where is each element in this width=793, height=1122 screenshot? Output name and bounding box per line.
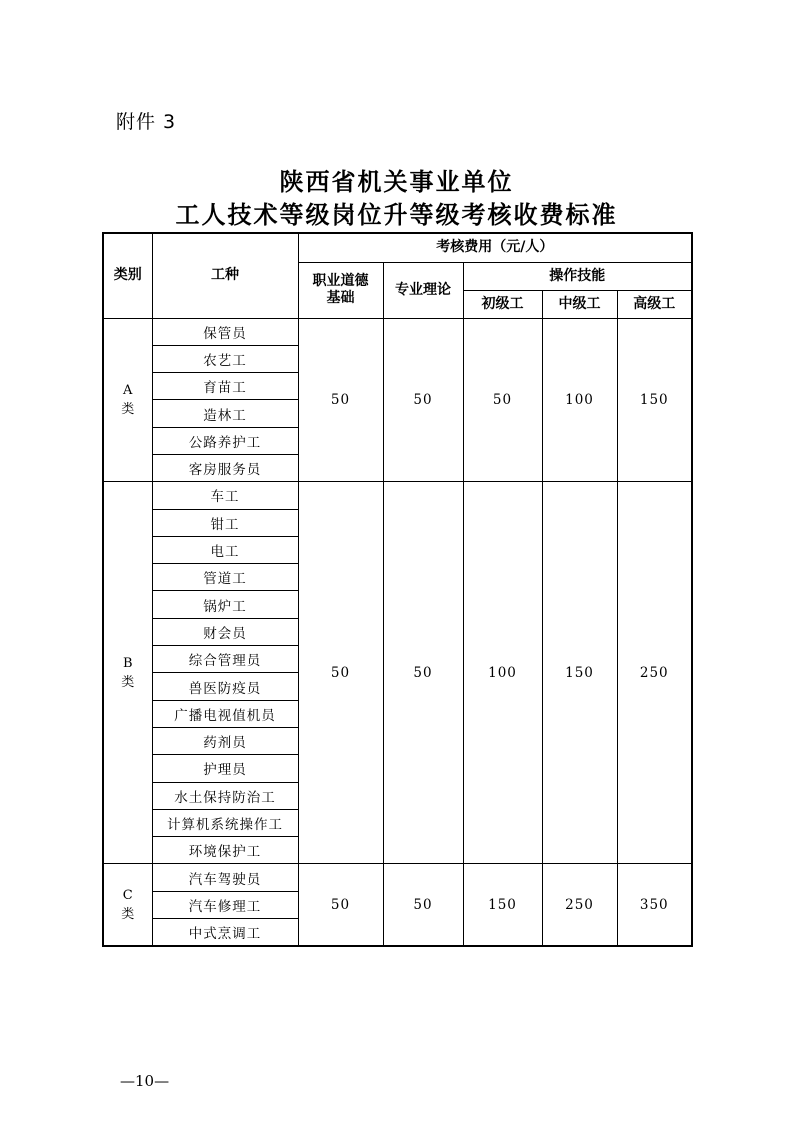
work-type-cell: 公路养护工 bbox=[152, 427, 298, 454]
table-row bbox=[103, 482, 692, 509]
junior-fee: 150 bbox=[463, 864, 542, 946]
work-type-cell: 水土保持防治工 bbox=[152, 782, 298, 809]
table-row bbox=[103, 318, 692, 345]
ethics-header bbox=[298, 262, 383, 318]
intermediate-fee: 100 bbox=[542, 318, 617, 482]
work-type-cell: 农艺工 bbox=[152, 345, 298, 372]
work-type-cell: 中式烹调工 bbox=[152, 919, 298, 947]
work-type-cell: 汽车驾驶员 bbox=[152, 864, 298, 891]
fee-group-header: 考核费用（元/人） bbox=[298, 233, 692, 262]
category-cell bbox=[103, 482, 152, 864]
work-type-cell: 广播电视值机员 bbox=[152, 700, 298, 727]
theory-fee: 50 bbox=[383, 864, 463, 946]
category-cell bbox=[103, 318, 152, 482]
work-type-cell: 保管员 bbox=[152, 318, 298, 345]
skills-header: 操作技能 bbox=[463, 262, 692, 290]
junior-fee: 50 bbox=[463, 318, 542, 482]
category-suffix: 类 bbox=[121, 906, 135, 922]
work-type-cell: 兽医防疫员 bbox=[152, 673, 298, 700]
work-type-cell: 综合管理员 bbox=[152, 646, 298, 673]
work-type-cell: 客房服务员 bbox=[152, 454, 298, 481]
document-title-line2: 工人技术等级岗位升等级考核收费标准 bbox=[175, 200, 618, 229]
work-type-cell: 财会员 bbox=[152, 618, 298, 645]
work-type-cell: 锅炉工 bbox=[152, 591, 298, 618]
category-header: 类别 bbox=[103, 233, 152, 318]
theory-fee: 50 bbox=[383, 318, 463, 482]
document-title-line1: 陕西省机关事业单位 bbox=[279, 167, 514, 196]
work-type-cell: 电工 bbox=[152, 536, 298, 563]
senior-fee: 150 bbox=[617, 318, 692, 482]
ethics-fee: 50 bbox=[298, 864, 383, 946]
fee-standard-table bbox=[102, 232, 693, 947]
intermediate-fee: 150 bbox=[542, 482, 617, 864]
category-letter: B bbox=[122, 655, 133, 671]
ethics-fee: 50 bbox=[298, 482, 383, 864]
work-type-cell: 管道工 bbox=[152, 564, 298, 591]
theory-fee: 50 bbox=[383, 482, 463, 864]
table-row bbox=[103, 864, 692, 891]
category-suffix: 类 bbox=[121, 401, 135, 417]
category-cell bbox=[103, 864, 152, 946]
ethics-fee: 50 bbox=[298, 318, 383, 482]
senior-header: 高级工 bbox=[617, 290, 692, 318]
work-type-cell: 育苗工 bbox=[152, 373, 298, 400]
theory-header: 专业理论 bbox=[383, 262, 463, 318]
category-suffix: 类 bbox=[121, 674, 135, 690]
ethics-header-line1: 职业道德 bbox=[312, 273, 369, 289]
senior-fee: 250 bbox=[617, 482, 692, 864]
work-type-cell: 造林工 bbox=[152, 400, 298, 427]
ethics-header-line2: 基础 bbox=[326, 290, 355, 306]
category-letter: A bbox=[123, 382, 133, 398]
work-type-header: 工种 bbox=[152, 233, 298, 318]
work-type-cell: 钳工 bbox=[152, 509, 298, 536]
junior-fee: 100 bbox=[463, 482, 542, 864]
page-number: —10— bbox=[120, 1072, 170, 1090]
junior-header: 初级工 bbox=[463, 290, 542, 318]
senior-fee: 350 bbox=[617, 864, 692, 946]
intermediate-header: 中级工 bbox=[542, 290, 617, 318]
intermediate-fee: 250 bbox=[542, 864, 617, 946]
work-type-cell: 护理员 bbox=[152, 755, 298, 782]
work-type-cell: 计算机系统操作工 bbox=[152, 809, 298, 836]
work-type-cell: 汽车修理工 bbox=[152, 891, 298, 918]
work-type-cell: 车工 bbox=[152, 482, 298, 509]
work-type-cell: 药剂员 bbox=[152, 727, 298, 754]
category-letter: C bbox=[122, 887, 133, 903]
work-type-cell: 环境保护工 bbox=[152, 837, 298, 864]
annex-label: 附件 3 bbox=[116, 111, 177, 133]
